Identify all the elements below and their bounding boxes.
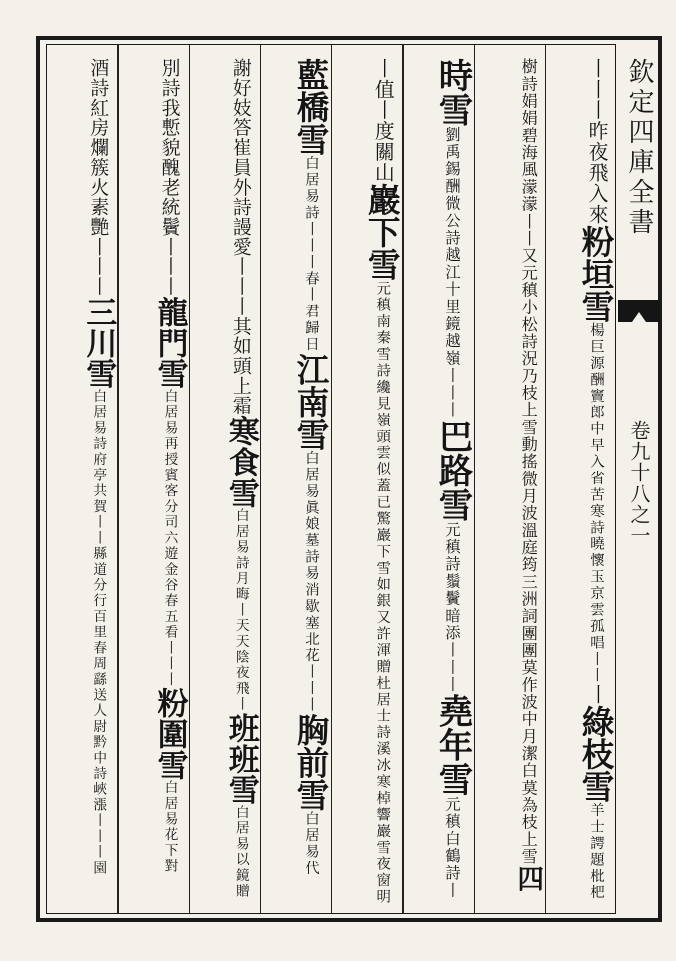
fish-tail-mark-icon (616, 298, 662, 324)
entry-heading: 江南雪 (292, 352, 331, 451)
annotation-text: 白居易詩丨丨丨春丨君歸日 (303, 155, 319, 353)
annotation-text: 楊巨源酬竇郎中早入省苦寒詩曉懷玉京雲孤唱丨丨 (588, 322, 604, 684)
column-rule (474, 44, 475, 914)
book-title: 欽定四庫全書 (624, 58, 654, 238)
annotation-text: 元稹白鶴詩丨 (443, 796, 462, 900)
text-column (406, 58, 473, 908)
column-rule (331, 44, 332, 914)
body-text: 別詩我慙貌醜老統鬢丨丨丨 (158, 58, 181, 297)
column-rule (117, 44, 118, 914)
entry-heading: 巴路雪 (432, 418, 473, 522)
annotation-text: 元稹南秦雪詩纔見嶺頭雲似蓋已驚巖下雪如銀又許渾贈杜居士詩溪冰寒棹響巖雪夜窗明 (374, 280, 391, 906)
volume-label: 卷九十八之一 (627, 420, 651, 546)
entry-heading: 時雪 (432, 58, 473, 127)
body-text: 謝好妓答崔員外詩謾愛丨丨丨其如頭上霜 (229, 58, 252, 416)
entry-heading: 胸前雪 (292, 713, 331, 811)
column-rule (402, 44, 403, 914)
annotation-text: 白居易花下對 (161, 780, 178, 875)
entry-heading: 龍門雪 (151, 296, 188, 389)
annotation-text: 白居易代 (303, 810, 319, 877)
text-column (478, 58, 544, 908)
body-text: 丨 (585, 683, 608, 705)
text-column (50, 58, 117, 908)
annotation-text: 白居易詩月晦丨天天陰夜飛丨 (232, 508, 249, 713)
annotation-text: 白居易眞娘墓詩易消歇塞北花丨丨丨 (303, 450, 319, 714)
body-text: 樹詩娟娟碧海風濛濛丨丨又元稹小松詩況乃枝上雪動搖微月波溫庭筠三洲詞團團莫作波中月潔白莫為枝上雪 (518, 58, 538, 865)
entry-heading: 綠枝雪 (577, 704, 616, 803)
column-rule (189, 44, 190, 914)
annotation-text: 白居易以鏡贈 (232, 804, 249, 900)
entry-heading: 寒食雪 (222, 415, 259, 509)
body-text: 酒詩紅房爛簇火素艷丨丨丨 (87, 58, 110, 297)
text-column (193, 58, 259, 908)
body-text: 丨丨丨昨夜飛入來 (585, 58, 608, 225)
annotation-text: 元稹詩鬚鬢暗添丨丨丨 (443, 521, 462, 694)
entry-heading: 三川雪 (80, 296, 117, 389)
body-text: 丨值丨度關山 (371, 58, 395, 184)
text-column (121, 58, 188, 908)
annotation-text: 羊士諤題枇杷 (588, 802, 604, 901)
entry-heading: 粉垣雪 (577, 224, 616, 323)
entry-heading: 粉圍雪 (151, 687, 188, 781)
entry-heading: 四 (512, 865, 544, 892)
entry-heading: 藍橋雪 (292, 58, 331, 156)
text-column (335, 58, 403, 908)
column-rule (260, 44, 261, 914)
text-column (264, 58, 331, 908)
text-column (549, 58, 616, 908)
column-rule (545, 44, 546, 914)
annotation-text: 白居易詩府亭共賀丨丨縣道分行百里春周繇送人尉黔中詩峽漲丨丨丨園 (90, 388, 107, 876)
margin-volume (616, 420, 662, 900)
entry-heading: 班班雪 (222, 712, 259, 805)
annotation-text: 劉禹錫酬微公詩越江十里鏡越嶺丨丨丨 (443, 126, 462, 419)
entry-heading: 堯年雪 (432, 693, 473, 797)
annotation-text: 白居易再授賓客分司六遊金谷春五看丨丨丨 (161, 388, 178, 688)
entry-heading: 巖下雪 (363, 183, 403, 281)
